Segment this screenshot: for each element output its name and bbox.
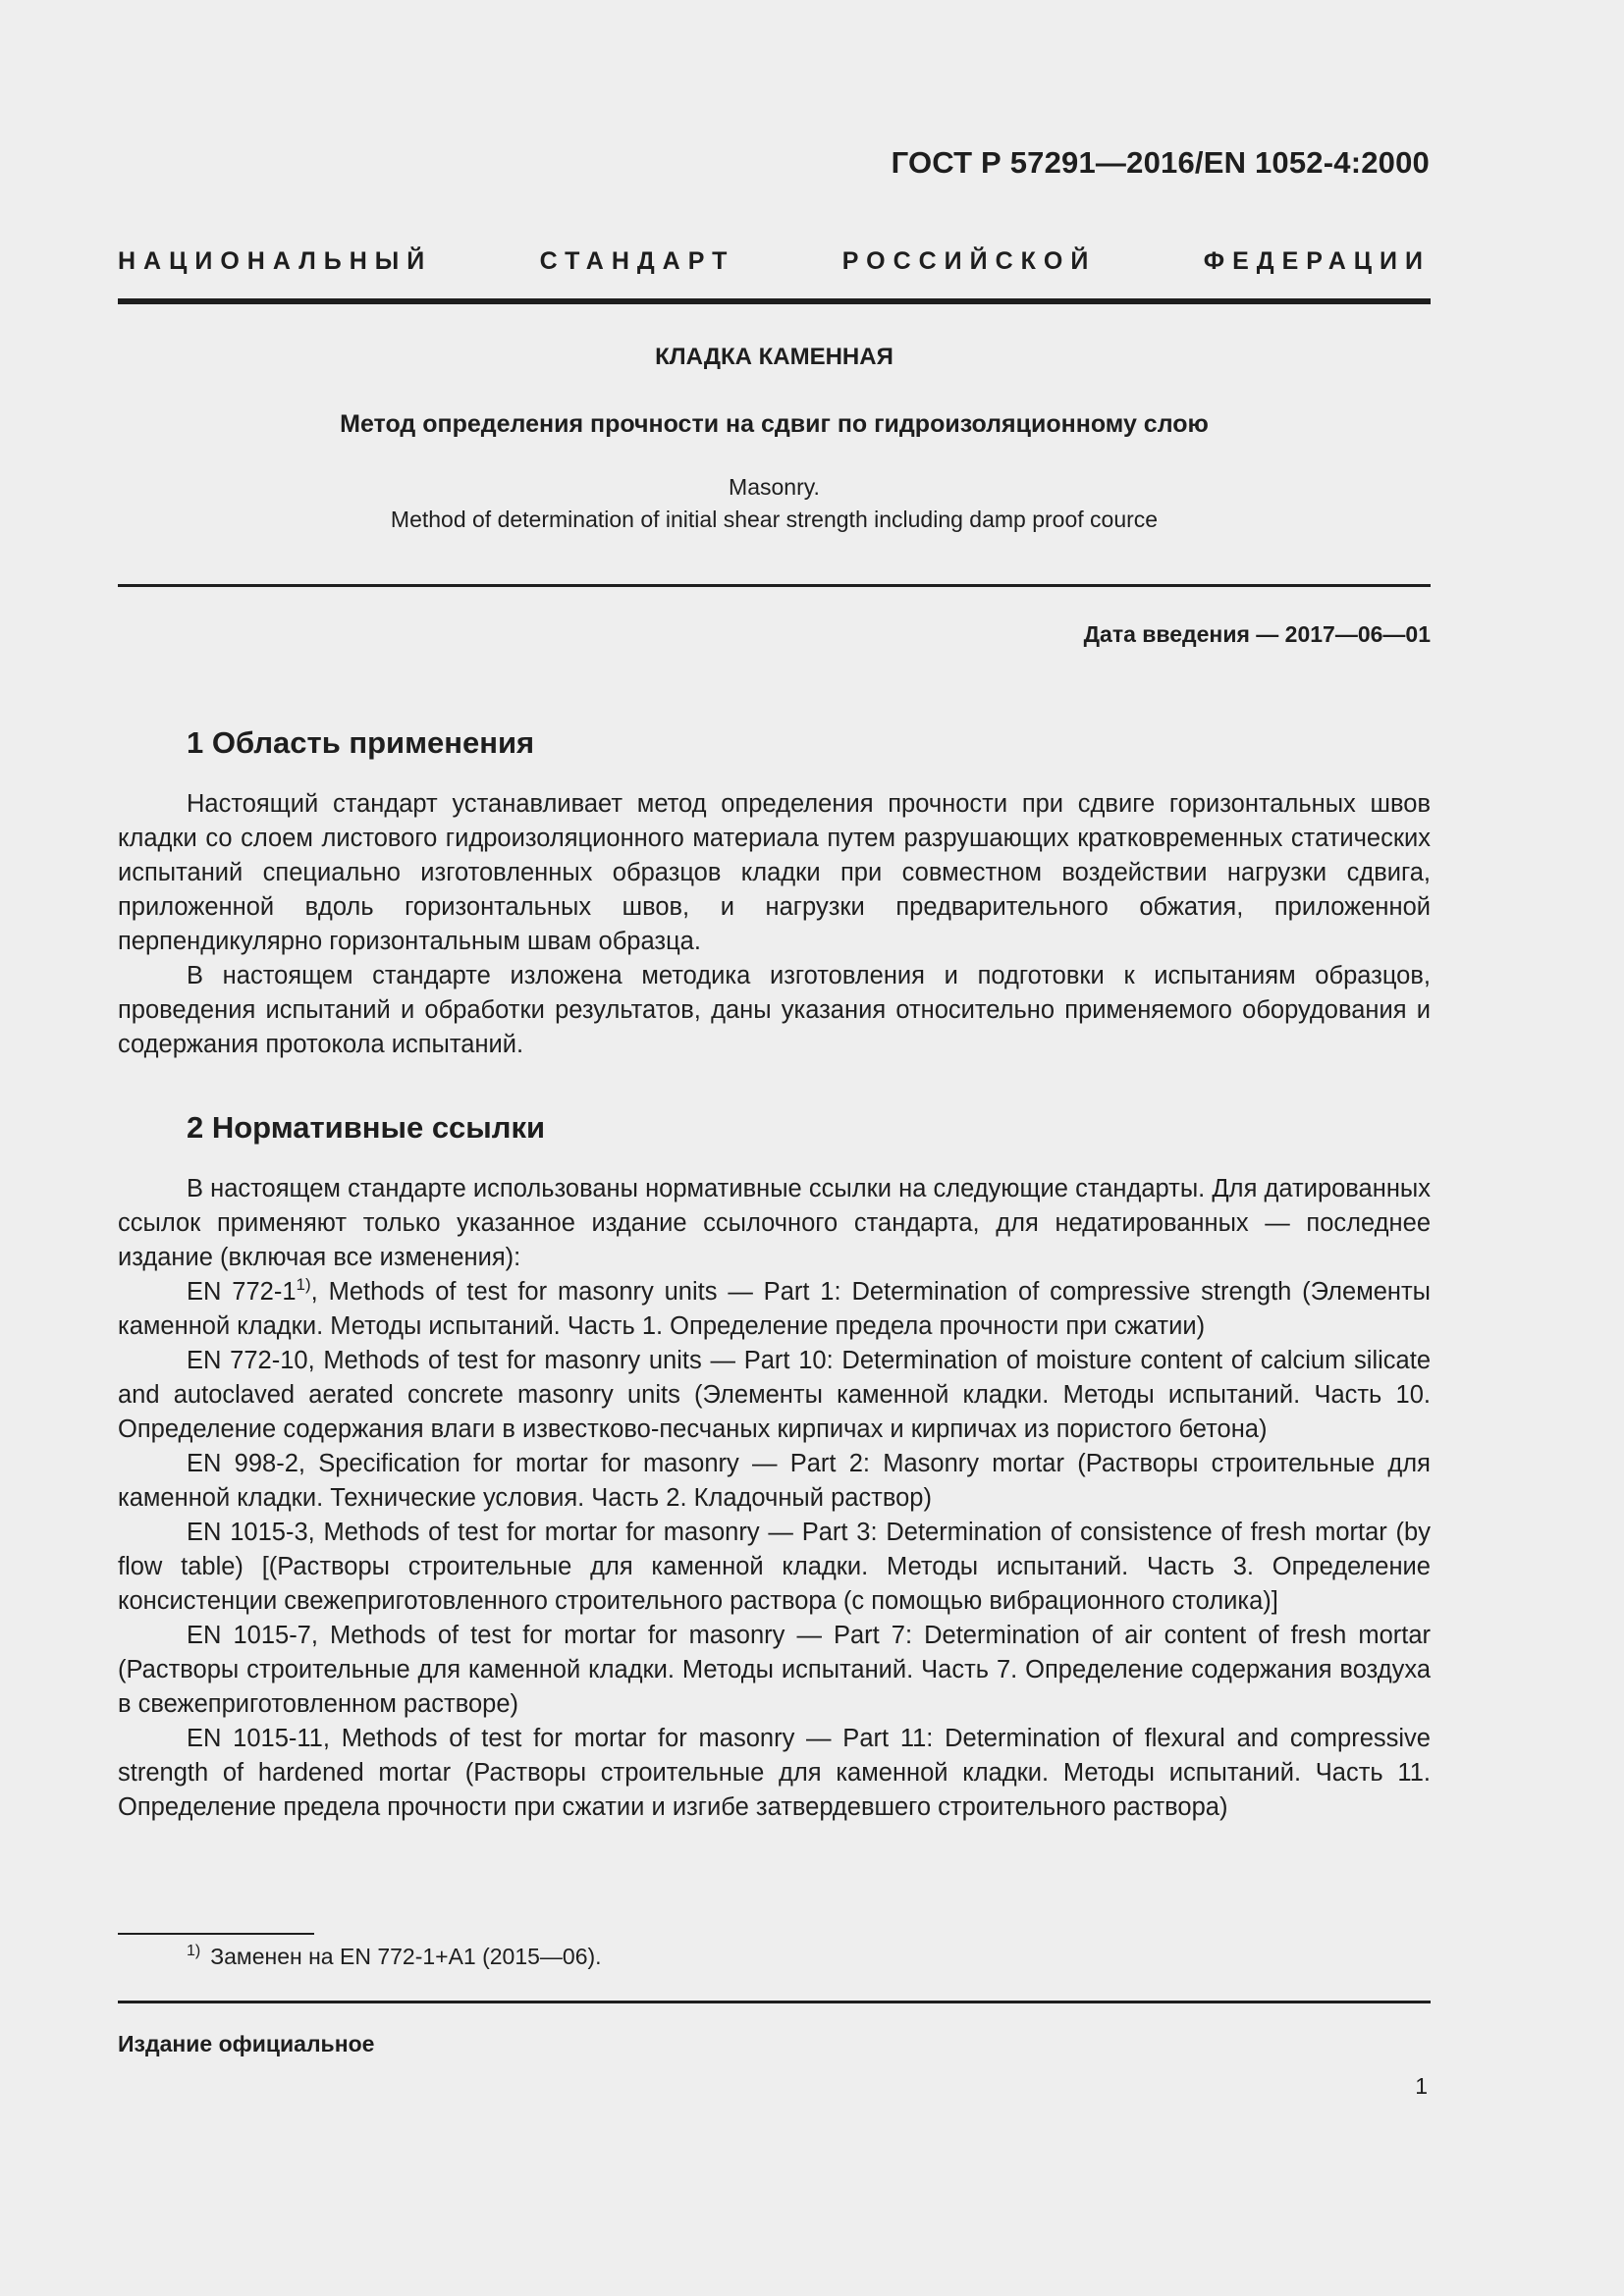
reference-en-998-2: EN 998-2, Specification for mortar for masonry — Part 2: Masonry mortar (Растворы строительные для каменной кладки. Технические условия. Часть 2. Кладочный раствор) — [118, 1450, 1431, 1512]
reference-en-1015-7: EN 1015-7, Methods of test for mortar for masonry — Part 7: Determination of air content of fresh mortar (Растворы строительные для каменной кладки. Методы испытаний. Часть 7. Определение содержания воздуха в свежеприготовленном растворе) — [118, 1622, 1431, 1718]
section-2-intro: В настоящем стандарте использованы нормативные ссылки на следующие стандарты. Для датированных ссылок применяют только указанное издание ссылочного стандарта, для недатированных — последнее издание (включая все изменения): — [118, 1175, 1431, 1271]
section-1-body — [118, 787, 1431, 1062]
title-rule — [118, 584, 1431, 587]
footnote-text: Заменен на EN 772-1+A1 (2015—06). — [210, 1944, 602, 1969]
effective-date: Дата введения — 2017—06—01 — [1083, 621, 1431, 647]
english-title-line2: Method of determination of initial shear strength including damp proof cource — [390, 507, 1159, 532]
section-1-paragraph-1: Настоящий стандарт устанавливает метод определения прочности при сдвиге горизонтальных швов кладки со слоем листового гидроизоляционного материала путем разрушающих кратковременных статических испытаний специально изготовленных образцов кладки при совместном воздействии нагрузки сдвига, приложенной вдоль горизонтальных швов, и нагрузки предварительного обжатия, приложенной перпендикулярно горизонтальным швам образца. — [118, 790, 1431, 955]
reference-text: , Methods of test for masonry units — Part 1: Determination of compressive strength (Элементы каменной кладки. Методы испытаний. Часть 1. Определение предела прочности при сжатии) — [118, 1278, 1431, 1340]
english-title — [118, 471, 1431, 536]
official-edition-label: Издание официальное — [118, 2031, 375, 2056]
english-title-line1: Masonry. — [729, 474, 820, 500]
page-number: 1 — [1415, 2073, 1428, 2099]
reference-en-772-1 — [118, 1275, 1431, 1344]
standard-code: ГОСТ Р 57291—2016/EN 1052-4:2000 — [891, 145, 1430, 180]
footnote — [187, 1944, 602, 1970]
section-2-heading: 2 Нормативные ссылки — [187, 1110, 546, 1145]
section-1-paragraph-2: В настоящем стандарте изложена методика изготовления и подготовки к испытаниям образцов, проведения испытаний и обработки результатов, даны указания относительно применяемого оборудования и содержания протокола испытаний. — [118, 962, 1431, 1058]
reference-code: EN 772-1 — [187, 1278, 297, 1306]
footnote-mark: 1) — [187, 1943, 201, 1959]
reference-en-1015-3: EN 1015-3, Methods of test for mortar for masonry — Part 3: Determination of consistence of fresh mortar (by flow table) [(Растворы строительные для каменной кладки. Методы испытаний. Часть 3. Определение консистенции свежеприготовленного строительного раствора (с помощью вибрационного столика)] — [118, 1519, 1431, 1615]
footnote-separator — [118, 1933, 314, 1935]
footer-rule — [118, 2001, 1431, 2003]
header-rule — [118, 298, 1431, 304]
document-title: КЛАДКА КАМЕННАЯ — [655, 344, 893, 370]
reference-en-1015-11: EN 1015-11, Methods of test for mortar for masonry — Part 11: Determination of flexural and compressive strength of hardened mortar (Растворы строительные для каменной кладки. Методы испытаний. Часть 11. Определение предела прочности при сжатии и изгибе затвердевшего строительного раствора) — [118, 1725, 1431, 1821]
section-1-heading: 1 Область применения — [187, 725, 535, 760]
reference-en-772-10: EN 772-10, Methods of test for masonry units — Part 10: Determination of moisture content of calcium silicate and autoclaved aerated concrete masonry units (Элементы каменной кладки. Методы испытаний. Часть 10. Определение содержания влаги в известково-песчаных кирпичах и кирпичах из пористого бетона) — [118, 1347, 1431, 1443]
section-2-body — [118, 1172, 1431, 1825]
footnote-mark: 1) — [296, 1275, 311, 1294]
national-standard-banner: НАЦИОНАЛЬНЫЙ СТАНДАРТ РОССИЙСКОЙ ФЕДЕРАЦИИ — [118, 247, 1431, 275]
document-subtitle: Метод определения прочности на сдвиг по гидроизоляционному слою — [340, 410, 1209, 438]
